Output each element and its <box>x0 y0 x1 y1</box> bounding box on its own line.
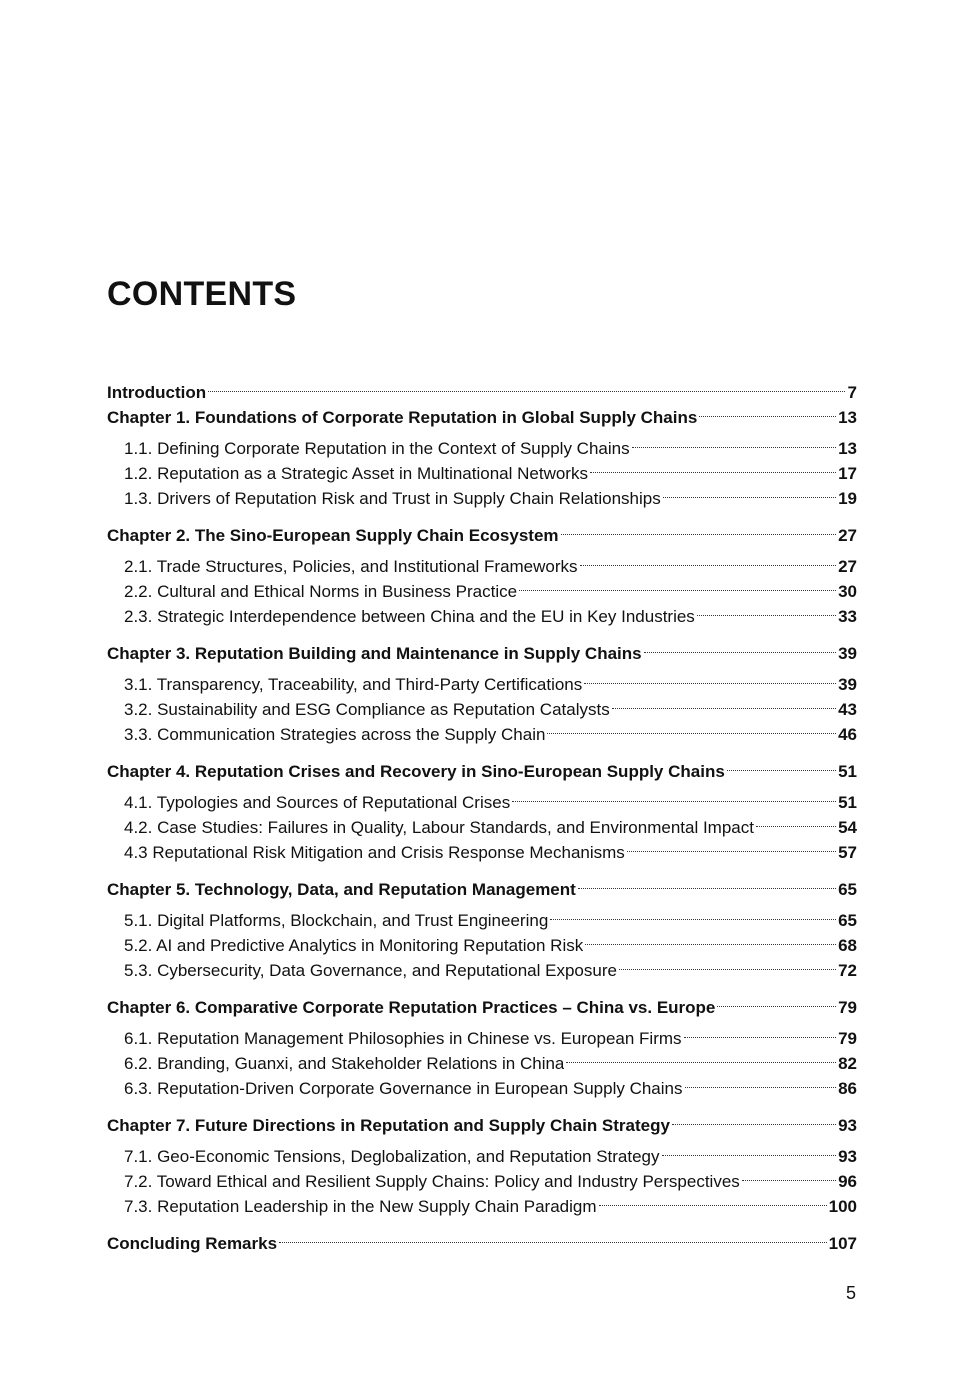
dot-leader <box>590 454 836 479</box>
dot-leader <box>584 665 836 690</box>
dot-leader <box>566 1044 836 1069</box>
toc-entry-title: Chapter 2. The Sino-European Supply Chain Ecosystem <box>107 526 559 545</box>
toc-section-entry[interactable] <box>107 665 857 694</box>
toc-section-entry[interactable] <box>107 429 857 458</box>
toc-entry-title: 3.3. Communication Strategies across the Supply Chain <box>124 725 546 744</box>
toc-section-entry[interactable] <box>107 1137 857 1166</box>
toc-entry-title: 4.3 Reputational Risk Mitigation and Crisis Response Mechanisms <box>124 843 625 862</box>
toc-entry-page-number: 33 <box>838 607 857 626</box>
toc-entry-page-number: 39 <box>838 675 857 694</box>
toc-entry-title: Chapter 1. Foundations of Corporate Reputation in Global Supply Chains <box>107 408 698 427</box>
toc-entry-page-number: 27 <box>838 526 857 545</box>
toc-chapter-entry[interactable] <box>107 634 857 663</box>
toc-chapter-entry[interactable] <box>107 516 857 545</box>
toc-entry-title: 5.3. Cybersecurity, Data Governance, and Reputational Exposure <box>124 961 617 980</box>
toc-entry-page-number: 72 <box>838 961 857 980</box>
toc-chapter-entry[interactable] <box>107 373 857 402</box>
dot-leader <box>561 516 837 541</box>
dot-leader <box>672 1106 836 1131</box>
toc-entry-page-number: 100 <box>828 1197 857 1216</box>
toc-section-entry[interactable] <box>107 547 857 576</box>
toc-entry-title: 7.3. Reputation Leadership in the New Supply Chain Paradigm <box>124 1197 597 1216</box>
toc-entry-title: 4.1. Typologies and Sources of Reputational Crises <box>124 793 511 812</box>
toc-entry-title: 7.2. Toward Ethical and Resilient Supply Chains: Policy and Industry Perspectives <box>124 1172 740 1191</box>
toc-section-entry[interactable] <box>107 901 857 930</box>
toc-chapter-entry[interactable] <box>107 988 857 1017</box>
toc-entry-title: Chapter 5. Technology, Data, and Reputation Management <box>107 880 576 899</box>
page-title: CONTENTS <box>107 275 297 313</box>
toc-entry-title: 5.2. AI and Predictive Analytics in Monitoring Reputation Risk <box>124 936 584 955</box>
toc-entry-page-number: 39 <box>838 644 857 663</box>
dot-leader <box>519 572 836 597</box>
toc-entry-page-number: 51 <box>838 793 857 812</box>
toc-entry-page-number: 93 <box>838 1116 857 1135</box>
toc-entry-title: 1.1. Defining Corporate Reputation in the Context of Supply Chains <box>124 439 630 458</box>
dot-leader <box>685 1069 837 1094</box>
toc-chapter-entry[interactable] <box>107 1224 857 1253</box>
dot-leader <box>697 597 836 622</box>
toc-chapter-entry[interactable] <box>107 1106 857 1135</box>
dot-leader <box>208 373 845 398</box>
table-of-contents <box>107 373 857 1253</box>
toc-section-entry[interactable] <box>107 1019 857 1048</box>
toc-entry-title: 5.1. Digital Platforms, Blockchain, and Trust Engineering <box>124 911 549 930</box>
toc-entry-title: 6.2. Branding, Guanxi, and Stakeholder Relations in China <box>124 1054 565 1073</box>
toc-entry-title: 2.1. Trade Structures, Policies, and Institutional Frameworks <box>124 557 578 576</box>
dot-leader <box>742 1162 836 1187</box>
toc-entry-page-number: 43 <box>838 700 857 719</box>
toc-entry-title: 2.2. Cultural and Ethical Norms in Business Practice <box>124 582 518 601</box>
toc-entry-page-number: 51 <box>838 762 857 781</box>
toc-entry-page-number: 27 <box>838 557 857 576</box>
toc-entry-page-number: 79 <box>838 998 857 1017</box>
dot-leader <box>547 715 836 740</box>
toc-entry-title: Introduction <box>107 383 207 402</box>
toc-entry-page-number: 96 <box>838 1172 857 1191</box>
dot-leader <box>612 690 836 715</box>
toc-entry-title: Chapter 6. Comparative Corporate Reputation Practices – China vs. Europe <box>107 998 716 1017</box>
dot-leader <box>578 870 836 895</box>
toc-entry-page-number: 82 <box>838 1054 857 1073</box>
toc-entry-page-number: 57 <box>838 843 857 862</box>
toc-entry-page-number: 17 <box>838 464 857 483</box>
toc-entry-page-number: 19 <box>838 489 857 508</box>
dot-leader <box>663 479 836 504</box>
toc-entry-title: 3.2. Sustainability and ESG Compliance as Reputation Catalysts <box>124 700 610 719</box>
dot-leader <box>756 808 836 833</box>
toc-entry-page-number: 93 <box>838 1147 857 1166</box>
dot-leader <box>619 951 836 976</box>
dot-leader <box>684 1019 837 1044</box>
dot-leader <box>599 1187 827 1212</box>
toc-entry-title: 6.1. Reputation Management Philosophies in Chinese vs. European Firms <box>124 1029 682 1048</box>
toc-entry-title: 7.1. Geo-Economic Tensions, Deglobalization, and Reputation Strategy <box>124 1147 660 1166</box>
toc-entry-page-number: 107 <box>828 1234 857 1253</box>
dot-leader <box>580 547 837 572</box>
toc-entry-title: Chapter 4. Reputation Crises and Recovery in Sino-European Supply Chains <box>107 762 725 781</box>
toc-entry-title: 1.3. Drivers of Reputation Risk and Trust in Supply Chain Relationships <box>124 489 661 508</box>
dot-leader <box>699 398 836 423</box>
toc-entry-page-number: 79 <box>838 1029 857 1048</box>
dot-leader <box>662 1137 837 1162</box>
toc-entry-title: 2.3. Strategic Interdependence between China and the EU in Key Industries <box>124 607 695 626</box>
dot-leader <box>512 783 836 808</box>
toc-chapter-entry[interactable] <box>107 398 857 427</box>
dot-leader <box>627 833 836 858</box>
page-number: 5 <box>845 1283 856 1303</box>
dot-leader <box>727 752 836 777</box>
toc-entry-title: 4.2. Case Studies: Failures in Quality, Labour Standards, and Environmental Impact <box>124 818 754 837</box>
dot-leader <box>717 988 836 1013</box>
dot-leader <box>279 1224 827 1249</box>
toc-entry-page-number: 65 <box>838 880 857 899</box>
dot-leader <box>632 429 836 454</box>
toc-entry-title: Concluding Remarks <box>107 1234 278 1253</box>
toc-entry-page-number: 68 <box>838 936 857 955</box>
dot-leader <box>644 634 836 659</box>
toc-entry-page-number: 86 <box>838 1079 857 1098</box>
toc-entry-page-number: 13 <box>838 408 857 427</box>
toc-section-entry[interactable] <box>107 783 857 812</box>
dot-leader <box>585 926 836 951</box>
toc-entry-page-number: 7 <box>847 383 857 402</box>
toc-entry-title: Chapter 3. Reputation Building and Maintenance in Supply Chains <box>107 644 642 663</box>
toc-entry-page-number: 65 <box>838 911 857 930</box>
toc-chapter-entry[interactable] <box>107 870 857 899</box>
toc-entry-page-number: 13 <box>838 439 857 458</box>
toc-entry-title: 3.1. Transparency, Traceability, and Third-Party Certifications <box>124 675 583 694</box>
toc-entry-title: 1.2. Reputation as a Strategic Asset in Multinational Networks <box>124 464 588 483</box>
toc-entry-page-number: 46 <box>838 725 857 744</box>
toc-entry-page-number: 30 <box>838 582 857 601</box>
dot-leader <box>550 901 836 926</box>
toc-entry-title: Chapter 7. Future Directions in Reputation and Supply Chain Strategy <box>107 1116 670 1135</box>
toc-chapter-entry[interactable] <box>107 752 857 781</box>
toc-entry-page-number: 54 <box>838 818 857 837</box>
toc-entry-title: 6.3. Reputation-Driven Corporate Governance in European Supply Chains <box>124 1079 683 1098</box>
